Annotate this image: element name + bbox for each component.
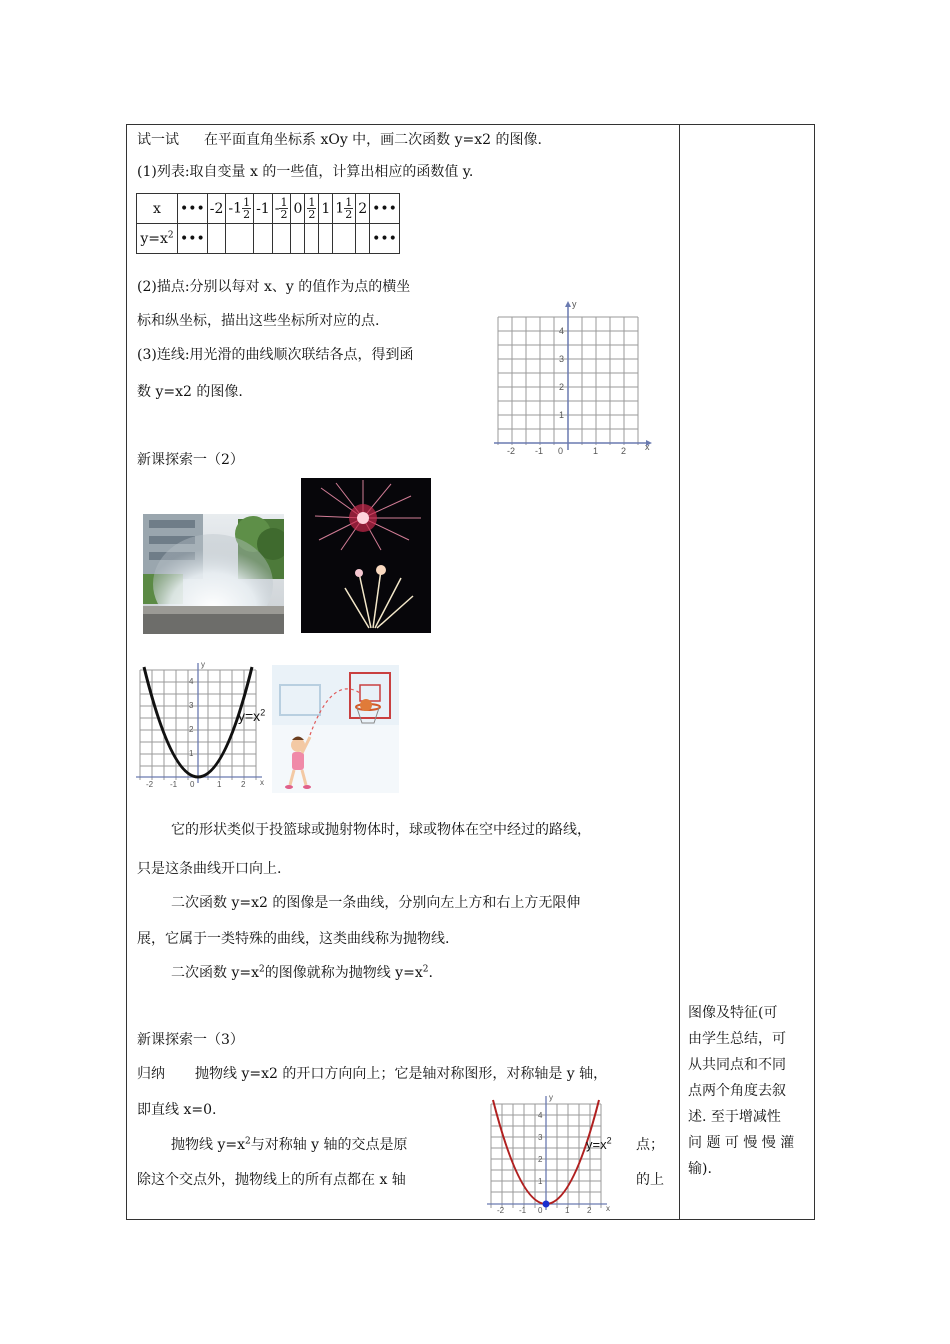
tick-label: 1	[217, 780, 222, 789]
tick-label: 2	[621, 446, 627, 456]
step-2-line-1: (2)描点:分别以每对 x、y 的值作为点的横坐	[137, 279, 411, 295]
summary-line-2: 即直线 x=0.	[137, 1102, 217, 1118]
table-cell	[226, 194, 254, 224]
side-note	[688, 1000, 810, 1182]
curve-label-sup: 2	[260, 707, 266, 718]
sup-2: 2	[422, 964, 429, 975]
tick-label: 2	[189, 725, 194, 734]
tick-label: 4	[538, 1111, 543, 1120]
sup-2: 2	[259, 964, 265, 975]
try-intro: 在平面直角坐标系 xOy 中，画二次函数 y=x2 的图像.	[204, 132, 542, 148]
para-2-line-1: 二次函数 y=x2 的图像是一条曲线，分别向左上方和右上方无限伸	[171, 895, 581, 911]
curve-label-text: y=x	[586, 1137, 607, 1152]
para-3-mid: 的图像就称为抛物线 y=x	[264, 965, 423, 981]
row-label: y=x	[140, 230, 168, 247]
table-cell	[356, 224, 370, 254]
tick-label: -1	[170, 780, 178, 789]
y-axis-label: y	[572, 299, 577, 309]
y-axis-label: y	[549, 1093, 553, 1102]
tick-label: 3	[538, 1133, 543, 1142]
table-cell: •••	[370, 194, 400, 224]
fraction	[242, 197, 251, 220]
tick-label: -1	[535, 446, 544, 456]
para-1-line-1: 它的形状类似于投篮球或抛射物体时，球或物体在空中经过的路线，	[171, 822, 591, 838]
tick-label: 0	[538, 1206, 543, 1215]
empty-coordinate-grid	[490, 295, 660, 460]
table-cell	[305, 224, 319, 254]
summary-line-4: 除这个交点外，抛物线上的所有点都在 x 轴	[137, 1172, 406, 1188]
table-cell: 1	[319, 194, 333, 224]
side-note-line: 问 题 可 慢 慢 灌	[688, 1135, 795, 1151]
x-axis-label: x	[645, 442, 650, 452]
table-cell: 2	[356, 194, 370, 224]
basketball-shot-illustration	[272, 665, 399, 793]
curve-label-sup: 2	[606, 1135, 612, 1146]
section-2-heading: 新课探索一（2）	[137, 452, 244, 468]
column-divider	[679, 124, 680, 1220]
summary-line-3-mid: 与对称轴 y 轴的交点是原	[250, 1137, 408, 1153]
fountain-photo	[143, 514, 284, 634]
x-axis-label: x	[606, 1204, 610, 1213]
summary-label: 归纳	[137, 1066, 165, 1082]
cell-sign: -	[274, 200, 280, 217]
fraction	[307, 197, 316, 220]
tick-label: 0	[558, 446, 564, 456]
side-note-line: 点两个角度去叙	[688, 1083, 786, 1099]
frac-num: 1	[345, 196, 353, 209]
tick-label: 0	[190, 780, 195, 789]
tick-label: 3	[189, 701, 194, 710]
table-cell	[305, 194, 319, 224]
step-3-line-1: (3)连线:用光滑的曲线顺次联结各点，得到函	[137, 347, 414, 363]
tick-label: -2	[507, 446, 516, 456]
summary-line-1: 抛物线 y=x2 的开口方向向上；它是轴对称图形，对称轴是 y 轴，	[195, 1066, 608, 1082]
try-title: 试一试	[137, 132, 179, 148]
curve-label-text: y=x	[238, 708, 261, 724]
section-3-heading: 新课探索一（3）	[137, 1032, 244, 1048]
table-cell	[319, 224, 333, 254]
table-row	[137, 224, 400, 254]
table-cell	[291, 224, 305, 254]
tick-label: 1	[189, 749, 194, 758]
tick-label: 2	[587, 1206, 592, 1215]
table-cell: 0	[291, 194, 305, 224]
tick-label: 2	[559, 382, 565, 392]
step-2-line-2: 标和纵坐标，描出这些坐标所对应的点.	[137, 313, 380, 329]
para-2-line-2: 展，它属于一类特殊的曲线，这类曲线称为抛物线.	[137, 931, 450, 947]
y-axis-label: y	[201, 660, 205, 669]
table-cell: -2	[207, 194, 226, 224]
table-cell	[333, 194, 356, 224]
table-cell	[137, 224, 178, 254]
sup-2: 2	[245, 1136, 251, 1147]
tick-label: 1	[538, 1177, 543, 1186]
tick-label: 4	[189, 677, 194, 686]
summary-line-3-pre: 抛物线 y=x	[171, 1137, 245, 1153]
summary-line-3	[171, 1135, 408, 1155]
frac-den: 2	[308, 208, 316, 221]
tick-label: -2	[146, 780, 154, 789]
value-table	[136, 193, 400, 254]
frac-num: 1	[308, 196, 316, 209]
tick-label: 2	[241, 780, 246, 789]
table-cell	[272, 194, 291, 224]
fraction	[279, 197, 288, 220]
tick-label: -1	[519, 1206, 527, 1215]
side-note-line: 图像及特征(可	[688, 1005, 778, 1021]
side-note-line: 述. 至于增减性	[688, 1109, 781, 1125]
table-cell: •••	[370, 224, 400, 254]
frac-num: 1	[280, 196, 288, 209]
table-row	[137, 194, 400, 224]
tick-label: 1	[593, 446, 599, 456]
cell-int: -1	[228, 200, 243, 217]
para-1-line-2: 只是这条曲线开口向上.	[137, 861, 282, 877]
table-cell: x	[137, 194, 178, 224]
tick-label: 2	[538, 1155, 543, 1164]
curve-label	[238, 706, 265, 726]
para-3	[171, 963, 433, 983]
table-cell	[207, 224, 226, 254]
summary-line-4-end: 的上	[636, 1172, 664, 1188]
side-note-line: 输).	[688, 1161, 712, 1177]
fireworks-photo	[301, 478, 431, 633]
table-cell	[272, 224, 291, 254]
para-3-pre: 二次函数 y=x	[171, 965, 259, 981]
tick-label: 4	[559, 326, 565, 336]
side-note-line: 由学生总结，可	[688, 1031, 786, 1047]
tick-label: -2	[497, 1206, 505, 1215]
table-cell: •••	[178, 194, 208, 224]
table-cell	[333, 224, 356, 254]
step-1-text: (1)列表:取自变量 x 的一些值，计算出相应的函数值 y.	[137, 164, 474, 180]
fraction	[344, 197, 353, 220]
table-cell: •••	[178, 224, 208, 254]
frac-den: 2	[345, 208, 353, 221]
row-label-sup: 2	[167, 229, 174, 240]
cell-int: 1	[335, 200, 345, 217]
frac-den: 2	[243, 208, 251, 221]
summary-line-3-end: 点；	[636, 1137, 664, 1153]
step-3-line-2: 数 y=x2 的图像.	[137, 384, 243, 400]
table-cell	[254, 224, 273, 254]
tick-label: 1	[565, 1206, 570, 1215]
tick-label: 3	[559, 354, 565, 364]
frac-den: 2	[280, 208, 288, 221]
x-axis-label: x	[260, 778, 264, 787]
frac-num: 1	[243, 196, 251, 209]
side-note-line: 从共同点和不同	[688, 1057, 786, 1073]
table-cell	[226, 224, 254, 254]
para-3-end: .	[428, 965, 433, 981]
tick-label: 1	[559, 410, 565, 420]
table-cell: -1	[254, 194, 273, 224]
red-curve-label	[586, 1135, 612, 1155]
